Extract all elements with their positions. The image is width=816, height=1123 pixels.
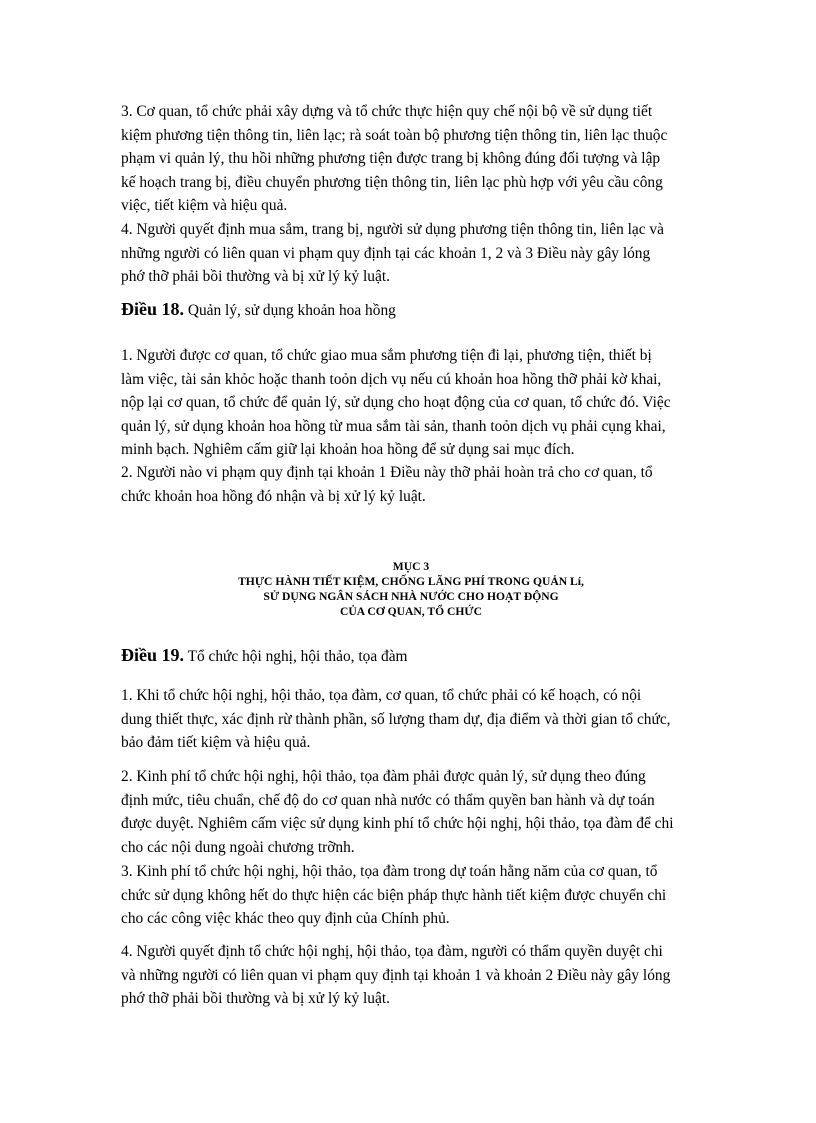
- text-line: việc, tiết kiệm và hiệu quả.: [121, 197, 288, 214]
- text-line: 2. Người nào vi phạm quy định tại khoản 1 Điều này thỡ phải hoàn trả cho cơ quan, tổ: [121, 464, 653, 481]
- text-line: phớ thỡ phải bồi thường và bị xử lý kỷ luật.: [121, 268, 390, 285]
- text-line: phớ thỡ phải bồi thường và bị xử lý kỷ luật.: [121, 990, 390, 1007]
- text-line: định mức, tiêu chuẩn, chế độ do cơ quan nhà nước có thẩm quyền ban hành và dự toán: [121, 791, 655, 809]
- paragraph-clause-4: [121, 218, 721, 289]
- article-title: Tổ chức hội nghị, hội thảo, tọa đàm: [187, 648, 408, 665]
- article-19-clause-1: [121, 684, 721, 755]
- text-line: chức sử dụng không hết do thực hiện các biện pháp thực hành tiết kiệm được chuyển chi: [121, 886, 667, 904]
- article-18-clause-1: [121, 344, 721, 462]
- text-line: những người có liên quan vi phạm quy định tại các khoản 1, 2 và 3 Điều này gây lóng: [121, 244, 651, 262]
- article-18-clause-2: [121, 461, 721, 508]
- text-line: phạm vi quản lý, thu hồi những phương tiện được trang bị không đúng đối tượng và lập: [121, 150, 661, 167]
- section-title-line: SỬ DỤNG NGÂN SÁCH NHÀ NƯỚC CHO HOẠT ĐỘNG: [263, 590, 559, 603]
- section-title-line: THỰC HÀNH TIẾT KIỆM, CHỐNG LÃNG PHÍ TRONG QUẢN Lí,: [238, 575, 584, 588]
- text-line: làm việc, tài sản khỏc hoặc thanh toỏn dịch vụ nếu cú khoản hoa hồng thỡ phải kờ khai,: [121, 370, 662, 388]
- text-line: cho các nội dung ngoài chương trỡnh.: [121, 838, 355, 856]
- article-19-clause-2: [121, 765, 721, 859]
- text-line: kế hoạch trang bị, điều chuyển phương tiện thông tin, liên lạc phù hợp với yêu cầu công: [121, 173, 663, 191]
- text-line: minh bạch. Nghiêm cấm giữ lại khoản hoa hồng để sử dụng sai mục đích.: [121, 441, 575, 458]
- article-19-heading: [121, 645, 408, 666]
- paragraph-clause-3: [121, 100, 721, 218]
- text-line: và những người có liên quan vi phạm quy định tại khoản 1 và khoản 2 Điều này gây lóng: [121, 966, 671, 984]
- text-line: nộp lại cơ quan, tổ chức để quản lý, sử dụng cho hoạt động của cơ quan, tổ chức đó. Việc: [121, 394, 671, 411]
- text-line: 3. Cơ quan, tổ chức phải xây dựng và tổ chức thực hiện quy chế nội bộ về sử dụng tiết: [121, 103, 653, 120]
- text-line: 2. Kinh phí tổ chức hội nghị, hội thảo, tọa đàm phải được quản lý, sử dụng theo đúng: [121, 768, 646, 785]
- text-line: 1. Người được cơ quan, tổ chức giao mua sắm phương tiện đi lại, phương tiện, thiết bị: [121, 347, 652, 364]
- article-number: Điều 18.: [121, 299, 184, 319]
- text-line: quản lý, sử dụng khoản hoa hồng từ mua sắm tài sản, thanh toỏn dịch vụ phải cụng khai,: [121, 417, 666, 435]
- section-heading: [121, 559, 701, 619]
- article-19-clause-3: [121, 860, 721, 931]
- section-number: MỤC 3: [392, 560, 430, 573]
- text-line: 1. Khi tổ chức hội nghị, hội thảo, tọa đàm, cơ quan, tổ chức phải có kế hoạch, có nội: [121, 687, 642, 704]
- text-line: chức khoản hoa hồng đó nhận và bị xử lý kỷ luật.: [121, 487, 426, 505]
- text-line: được duyệt. Nghiêm cấm việc sử dụng kinh phí tổ chức hội nghị, hội thảo, tọa đàm để chi: [121, 815, 674, 832]
- article-title: Quản lý, sử dụng khoản hoa hồng: [187, 302, 396, 319]
- article-number: Điều 19.: [121, 645, 184, 665]
- article-19-clause-4: [121, 940, 721, 1011]
- text-line: cho các công việc khác theo quy định của Chính phủ.: [121, 910, 450, 927]
- text-line: 4. Người quyết định mua sắm, trang bị, người sử dụng phương tiện thông tin, liên lạc và: [121, 221, 664, 238]
- text-line: 3. Kinh phí tổ chức hội nghị, hội thảo, tọa đàm trong dự toán hằng năm của cơ quan, tổ: [121, 863, 658, 880]
- text-line: kiệm phương tiện thông tin, liên lạc; rà soát toàn bộ phương tiện thông tin, liên lạc thuộc: [121, 126, 668, 144]
- section-title-line: CỦA CƠ QUAN, TỔ CHỨC: [339, 605, 483, 618]
- article-18-heading: [121, 299, 396, 320]
- text-line: dung thiết thực, xác định rừ thành phần, số lượng tham dự, địa điểm và thời gian tổ chức,: [121, 710, 671, 728]
- text-line: 4. Người quyết định tổ chức hội nghị, hội thảo, tọa đàm, người có thẩm quyền duyệt chi: [121, 943, 663, 960]
- text-line: bảo đảm tiết kiệm và hiệu quả.: [121, 734, 311, 751]
